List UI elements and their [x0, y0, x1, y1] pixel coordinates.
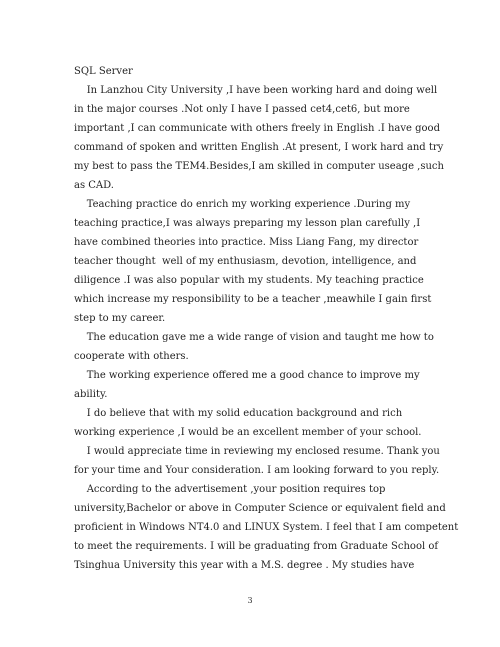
text-line: teaching practice,I was always preparing my lesson plan carefully ,I [74, 218, 421, 229]
text-line: university,Bachelor or above in Computer Science or equivalent field and [74, 503, 446, 514]
text-line: as CAD. [74, 180, 114, 191]
text-line: I would appreciate time in reviewing my enclosed resume. Thank you [74, 446, 440, 457]
text-line: have combined theories into practice. Miss Liang Fang, my director [74, 237, 419, 248]
text-line: important ,I can communicate with others freely in English .I have good [74, 123, 440, 134]
page-number: 3 [247, 596, 253, 605]
text-line: proficient in Windows NT4.0 and LINUX System. I feel that I am competent [74, 522, 459, 533]
text-line: working experience ,I would be an excellent member of your school. [74, 427, 422, 438]
text-line: step to my career. [74, 313, 166, 324]
body-text [74, 62, 459, 575]
text-line: Teaching practice do enrich my working experience .During my [74, 199, 411, 210]
text-line: I do believe that with my solid education background and rich [74, 408, 403, 419]
text-line: to meet the requirements. I will be graduating from Graduate School of [74, 541, 439, 552]
text-line: SQL Server [74, 66, 133, 77]
text-line: According to the advertisement ,your position requires top [74, 484, 386, 495]
text-line: diligence .I was also popular with my students. My teaching practice [74, 275, 424, 286]
text-line: in the major courses .Not only I have I passed cet4,cet6, but more [74, 104, 410, 115]
text-line: The education gave me a wide range of vision and taught me how to [74, 332, 434, 343]
text-line: command of spoken and written English .At present, I work hard and try [74, 142, 444, 153]
text-line: In Lanzhou City University ,I have been working hard and doing well [74, 85, 438, 96]
text-line: ability. [74, 389, 108, 400]
text-line: teacher thought well of my enthusiasm, devotion, intelligence, and [74, 256, 417, 267]
text-line: for your time and Your consideration. I am looking forward to you reply. [74, 465, 440, 476]
text-line: which increase my responsibility to be a teacher ,meawhile I gain first [74, 294, 432, 305]
text-line: Tsinghua University this year with a M.S. degree . My studies have [74, 560, 415, 571]
text-line: cooperate with others. [74, 351, 189, 362]
text-line: my best to pass the TEM4.Besides,I am skilled in computer useage ,such [74, 161, 444, 172]
text-line: The working experience offered me a good chance to improve my [74, 370, 420, 381]
